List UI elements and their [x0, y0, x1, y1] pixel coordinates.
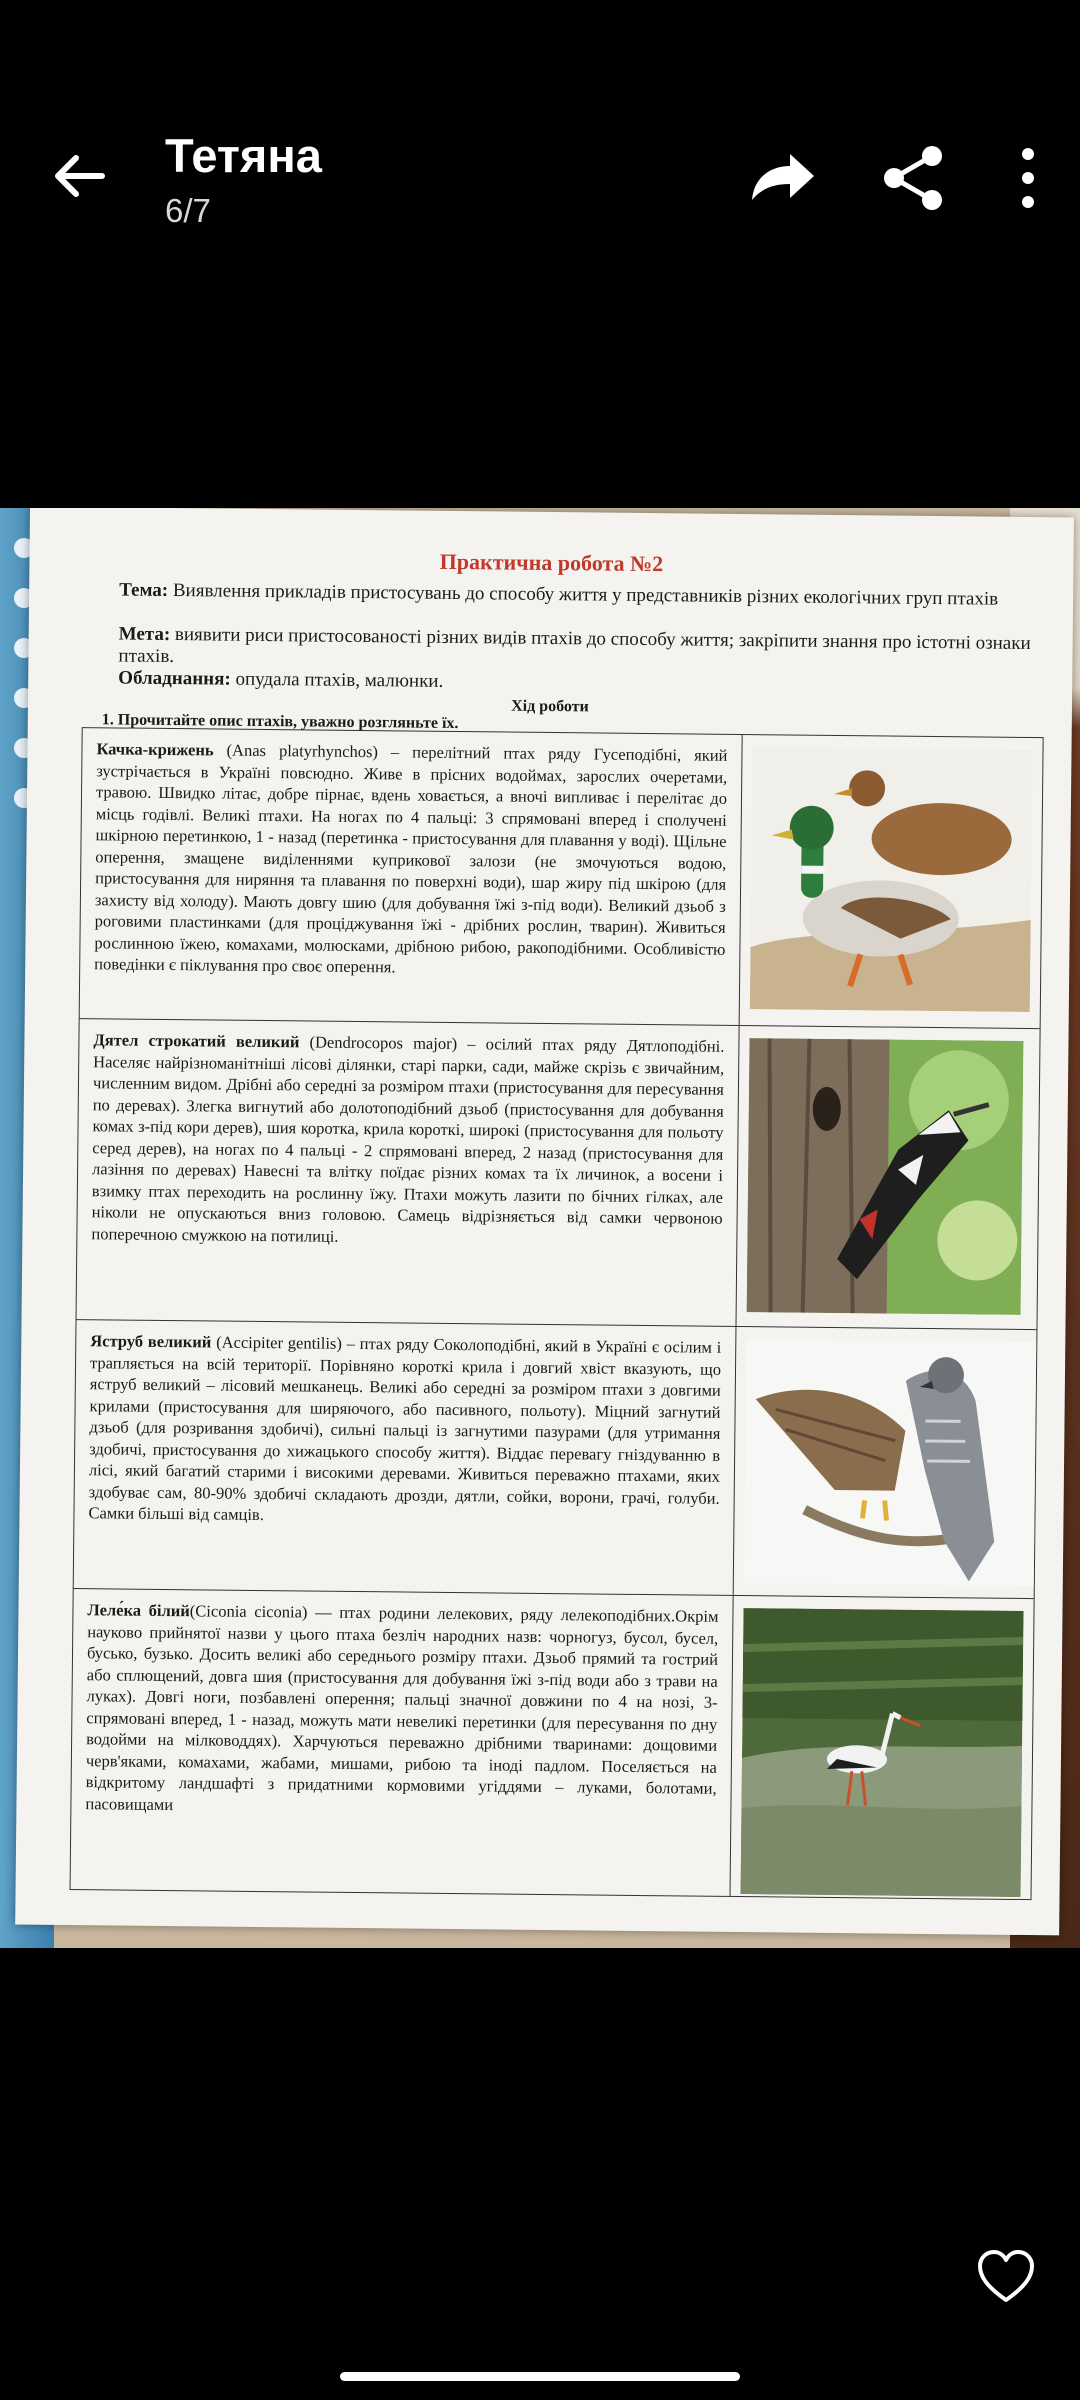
bird-description [71, 1589, 734, 1896]
bird-description [74, 1320, 737, 1595]
duck-image [740, 735, 1043, 1028]
topic-label: Тема: [119, 579, 169, 601]
hawk-illustration [744, 1339, 1037, 1586]
table-row [71, 1589, 1034, 1899]
birds-table [70, 727, 1044, 1900]
bird-name: Леле́ка білий [87, 1600, 190, 1621]
bird-name: Дятел строкатий великий [93, 1030, 300, 1052]
home-indicator[interactable] [340, 2372, 740, 2381]
bird-description [80, 728, 743, 1025]
document-sheet [15, 508, 1074, 1935]
document-title: Практична робота №2 [439, 548, 664, 577]
top-app-bar [0, 0, 1080, 360]
goal-text: виявити риси пристосованості різних видів птахів до способу життя; закріпити знання про істотні ознаки птахів. [118, 624, 1031, 668]
woodpecker-illustration [747, 1038, 1024, 1315]
photo-viewer-image[interactable] [0, 508, 1080, 1948]
equipment-text: опудала птахів, малюнки. [235, 668, 444, 692]
image-counter: 6/7 [165, 192, 211, 229]
bird-name: Качка-крижень [96, 739, 214, 760]
more-vertical-icon[interactable] [990, 140, 1066, 216]
bird-description [77, 1019, 740, 1326]
topic-line [119, 579, 1033, 611]
table-row [80, 728, 1043, 1029]
heart-icon[interactable] [976, 2248, 1036, 2304]
table-row [74, 1320, 1037, 1599]
duck-illustration [750, 747, 1033, 1012]
stork-illustration [741, 1608, 1024, 1897]
equipment-label: Обладнання: [118, 667, 231, 690]
progress-heading: Хід роботи [511, 697, 589, 716]
arrow-left-icon[interactable] [44, 140, 116, 212]
share-icon[interactable] [876, 140, 952, 216]
goal-label: Мета: [118, 623, 171, 646]
table-row [77, 1019, 1040, 1330]
hawk-image [734, 1327, 1037, 1598]
bird-text: (Dendrocopos major) – осілий птах ряду Дятлоподібні. Населяє найрізноманітніші лісові ділянки, старі парки, сади, майже скрізь є звичайним, численним видом. Дрібні або середні за розміром птахи (пристосування для пересування по деревах). Злегка вигнутий або долотоподібний дзьоб (пристосування для добування комах з-під кори дерев), шия коротка, крила короткі, широкі (пристосування для польоту серед дерев), на ногах по 4 пальці - 2 спрямовані вперед, 2 назад (пристосування для лазіння по деревах) Навесні та влітку поїдає різних комах та їх личинок, а восени і взимку птах переходить на рослинну їжу. Птахи можуть лазити по бічних гілках, але ніколи не опускаються вниз головою. Самець відрізняється від самки червоною поперечною смужкою на потилиці. [91, 1032, 725, 1246]
stork-image [731, 1596, 1034, 1899]
step-one: 1. Прочитайте опис птахів, уважно розгляньте їх. [101, 711, 459, 733]
sender-name: Тетяна [165, 129, 322, 182]
bird-text: (Anas platyrhynchos) – перелітний птах ряду Гусеподібні, який зустрічається в Україні повсюдно. Живе в прісних водоймах, зарослих очеретами, травою. Швидко літає, добре пірнає, вдень ховається, а вночі випливає і перелітає до місць годівлі. Великі птахи. На ногах по 4 пальці: 3 спрямовані вперед і сполучені шкірною перетинкою, 1 - назад (перетинка - пристосування для плавання у воді). Щільне оперення, змащене виділеннями куприкової залози (не змочуються водою, пристосування для ниряння та плавання по поверхні води), шар жиру під шкірою (для захисту від холоду). Мають довгу шию (для добування їжі з-під води). Великий дзьоб з роговими пластинками (для проціджування їжі - дрібних рослин, тварин). Живиться рослинною їжею, комахами, молюсками, дрібною рибою, ракоподібними. Особливістю поведінки є піклування про своє оперення. [94, 740, 728, 977]
topic-text: Виявлення прикладів пристосувань до способу життя у представників різних екологічних груп птахів [172, 580, 999, 610]
bird-text: (Accipiter gentilis) – птах ряду Соколоподібні, який в Україні є осілим і трапляється на всій території. Порівняно короткі крила і довгий хвіст вказують, що яструб великий – лісовий мешканець. Великі або середні за розміром птахи з довгими крилами (пристосування для ширяючого, або пасивного, польоту). Міцний загнутий дзьоб (для розривання здобичі), сильні пальці із загнутими пазурами (для утримання здобичі, пристосування до хижацького способу життя). Віддає перевагу гніздуванню в лісі, який багатий старими і високими деревами. Живиться переважно птахами, яких здобуває сам, 80-90% здобичі складають дрозди, дятли, сойки, ворони, грачі, голуби. Самки більші від самців. [88, 1332, 722, 1525]
forward-arrow-icon[interactable] [744, 140, 820, 216]
bird-name: Яструб великий [90, 1331, 212, 1352]
bird-text: (Ciconia ciconia) — птах родини лелекових, ряду лелекоподібних.Окрім науково прийнятої назви у цього птаха безліч народних назв: чорногуз, бусол, бусел, бусько, бузько. Досить великі або середнього розміру птахи. Дзьоб прямий та гострий або сплющений, довга шия (пристосування для добування їжі з-під води або з трави на луках). Довгі ноги, позбавлені оперення; пальці значної довжини по 4 на нозі, 3-спрямовані вперед, 1 - назад, можуть мати невеликі перетинки (для пересування по дну водойми на мілководдях). Харчуються переважно дрібними тваринами: дощовими черв'яками, комахами, жабами, мишами, рибою та іноді падлом. Поселяється на відкритому ландшафті з придатними кормовими угіддями – луками, болотами, пасовищами [85, 1601, 719, 1814]
woodpecker-image [736, 1026, 1039, 1329]
